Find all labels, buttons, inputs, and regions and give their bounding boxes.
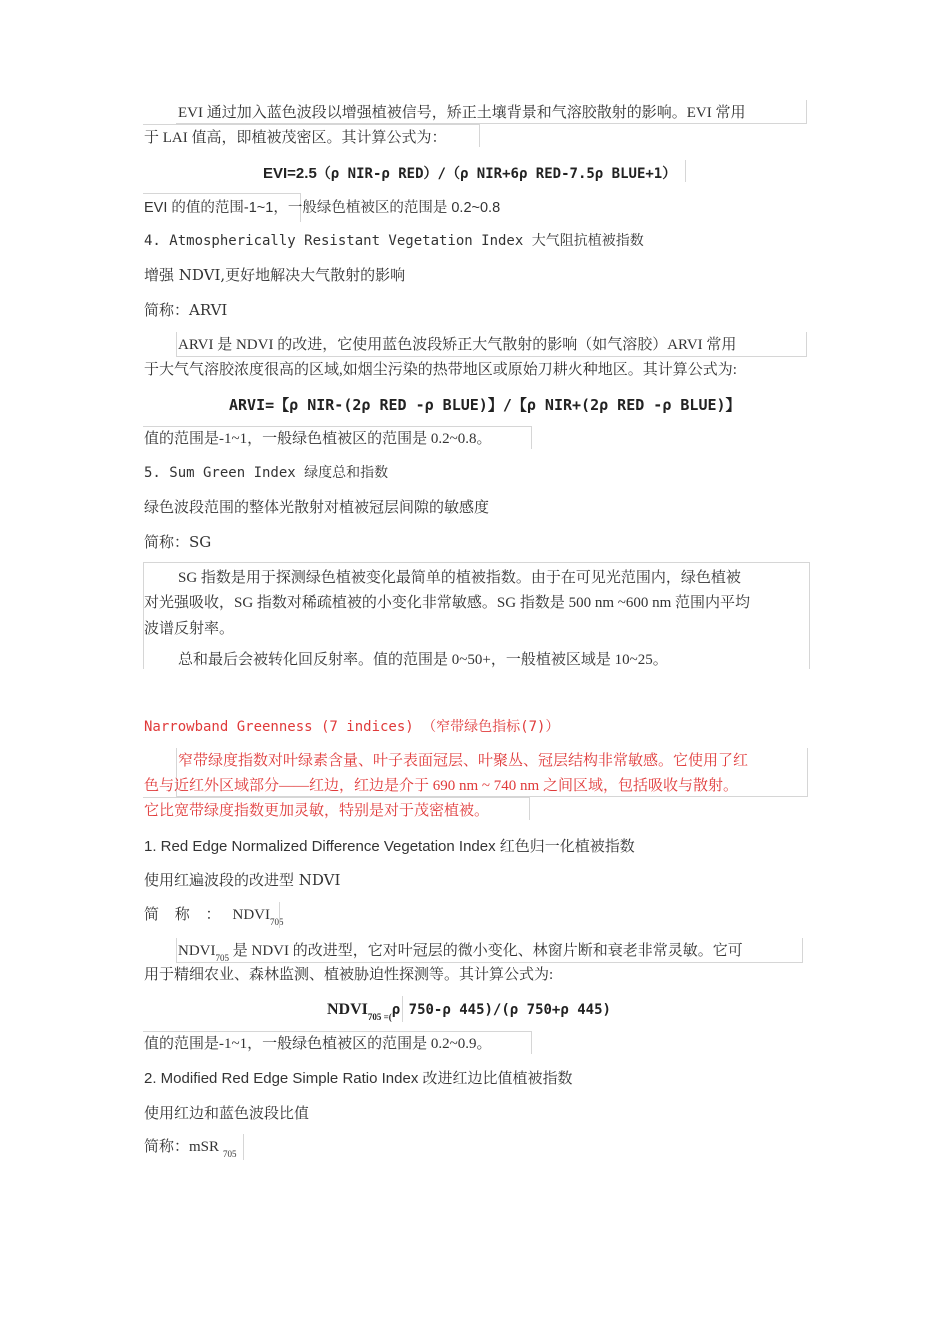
sg-paragraph-line-1: SG 指数是用于探测绿色植被变化最简单的植被指数。由于在可见光范围内，绿色植被 — [178, 570, 741, 586]
arvi-description: 增强 NDVI,更好地解决大气散射的影响 — [144, 266, 406, 284]
ndvi705-formula-sub: 705 =( — [367, 1012, 392, 1022]
sg-paragraph-line-2: 对光强吸收，SG 指数对稀疏植被的小变化非常敏感。SG 指数是 500 nm ~600 nm 范围内平均 — [144, 595, 751, 611]
sg-description: 绿色波段范围的整体光散射对植被冠层间隙的敏感度 — [144, 498, 490, 516]
ndvi705-abbr-sub: 705 — [270, 917, 284, 927]
ndvi705-formula-rhs: ρ 750-ρ 445)/(ρ 750+ρ 445) — [391, 1002, 611, 1018]
ndvi705-abbr-main: NDVI — [232, 907, 271, 923]
msr705-abbr-label: 简称：mSR — [144, 1139, 220, 1155]
ndvi705-abbreviation — [144, 904, 284, 933]
ndvi705-para-main: NDVI — [178, 943, 216, 959]
arvi-range: 值的范围是-1~1，一般绿色植被区的范围是 0.2~0.8。 — [144, 431, 492, 447]
ndvi705-abbr-frame — [279, 902, 280, 928]
arvi-abbreviation: 简称：ARVI — [144, 301, 228, 319]
evi-formula-lhs: EVI=2.5 — [263, 165, 317, 182]
ndvi705-heading: 1. Red Edge Normalized Difference Vegetation Index 红色归一化植被指数 — [144, 838, 635, 855]
ndvi705-para-rest: 是 NDVI 的改进型，它对叶冠层的微小变化、林窗片断和衰老非常灵敏。它可 — [229, 943, 743, 959]
narrowband-paragraph-line-3: 它比宽带绿度指数更加灵敏，特别是对于茂密植被。 — [144, 803, 490, 819]
msr705-abbr-frame — [243, 1134, 244, 1160]
msr705-description: 使用红边和蓝色波段比值 — [144, 1104, 310, 1122]
ndvi705-formula — [327, 998, 611, 1028]
sg-abbreviation: 简称：SG — [144, 533, 212, 551]
ndvi705-abbr-label: 简 称 ： — [144, 907, 227, 923]
ndvi705-formula-lhs: NDVI — [327, 1001, 368, 1018]
narrowband-paragraph-line-1: 窄带绿度指数对叶绿素含量、叶子表面冠层、叶聚丛、冠层结构非常敏感。它使用了红 — [178, 753, 749, 769]
narrowband-heading: Narrowband Greenness (7 indices) （窄带绿色指标(7)） — [144, 719, 560, 735]
ndvi705-formula-frame — [402, 996, 403, 1022]
arvi-paragraph-line-2: 于大气气溶胶浓度很高的区域,如烟尘污染的热带地区或原始刀耕火种地区。其计算公式为: — [144, 362, 737, 378]
evi-range: EVI 的值的范围-1~1，一般绿色植被区的范围是 0.2~0.8 — [144, 200, 501, 216]
arvi-formula: ARVI=【ρ NIR-(2ρ RED -ρ BLUE)】/【ρ NIR+(2ρ RED -ρ BLUE)】 — [229, 396, 741, 414]
sg-paragraph-line-3: 波谱反射率。 — [144, 621, 235, 637]
ndvi705-paragraph-line-2: 用于精细农业、森林监测、植被胁迫性探测等。其计算公式为: — [144, 967, 554, 983]
ndvi705-description: 使用红遍波段的改进型 NDVI — [144, 871, 341, 889]
evi-paragraph-line-1: EVI 通过加入蓝色波段以增强植被信号，矫正土壤背景和气溶胶散射的影响。EVI 常用 — [178, 105, 746, 121]
msr705-abbreviation — [144, 1136, 237, 1165]
arvi-paragraph-line-1: ARVI 是 NDVI 的改进，它使用蓝色波段矫正大气散射的影响（如气溶胶）ARVI 常用 — [178, 337, 737, 353]
sg-heading: 5. Sum Green Index 绿度总和指数 — [144, 465, 389, 481]
evi-formula-frame — [685, 160, 686, 182]
msr705-heading: 2. Modified Red Edge Simple Ratio Index 改进红边比值植被指数 — [144, 1070, 573, 1087]
msr705-abbr-sub: 705 — [223, 1149, 237, 1159]
ndvi705-range: 值的范围是-1~1，一般绿色植被区的范围是 0.2~0.9。 — [144, 1036, 492, 1052]
arvi-heading: 4. Atmospherically Resistant Vegetation Index 大气阻抗植被指数 — [144, 233, 644, 249]
ndvi705-para-sub: 705 — [215, 953, 229, 963]
evi-formula-rhs: （ρ NIR-ρ RED）/（ρ NIR+6ρ RED-7.5ρ BLUE+1） — [316, 166, 677, 182]
sg-paragraph-2: 总和最后会被转化回反射率。值的范围是 0~50+，一般植被区域是 10~25。 — [178, 652, 668, 668]
evi-formula — [263, 162, 676, 185]
evi-paragraph-line-2: 于 LAI 值高，即植被茂密区。其计算公式为： — [144, 130, 447, 146]
narrowband-paragraph-line-2: 色与近红外区域部分——红边，红边是介于 690 nm ~ 740 nm 之间区域，包括吸收与散射。 — [144, 778, 738, 794]
